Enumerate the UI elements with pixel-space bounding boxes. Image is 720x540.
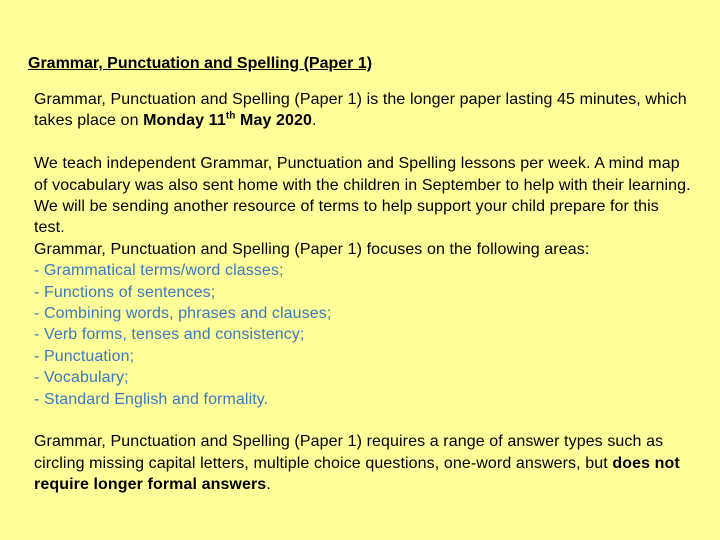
list-item: - Grammatical terms/word classes; (34, 262, 284, 280)
answer-types-text: Grammar, Punctuation and Spelling (Paper 1) requires a range of answer types such as circling missing capital letters, multiple choice questions, one-word answers, but (34, 433, 664, 472)
answer-types-paragraph (34, 431, 694, 495)
test-date-suffix: th (225, 111, 236, 123)
teaching-paragraph: We teach independent Grammar, Punctuation and Spelling lessons per week. A mind map of vocabulary was also sent home with the children in September to help with their learning. We will be sending another resource of terms to help support your child prepare for this test. (34, 155, 691, 237)
paragraph-gap (34, 132, 694, 153)
page-title: Grammar, Punctuation and Spelling (Paper 1) (28, 55, 373, 72)
intro-end: . (312, 112, 317, 130)
focus-paragraph: Grammar, Punctuation and Spelling (Paper 1) focuses on the following areas: (34, 240, 590, 258)
emphasis-text: does not require longer formal answers (34, 454, 680, 494)
list-item: - Verb forms, tenses and consistency; (34, 326, 305, 344)
answer-types-end: . (266, 476, 271, 494)
list-item: - Functions of sentences; (34, 283, 216, 301)
list-item: - Combining words, phrases and clauses; (34, 305, 332, 323)
body-text (34, 89, 694, 496)
test-date-month-year: May 2020 (235, 112, 312, 130)
areas-list (34, 260, 694, 410)
list-item: - Vocabulary; (34, 369, 129, 387)
intro-text: Grammar, Punctuation and Spelling (Paper 1) is the longer paper lasting 45 minutes, which takes place on (34, 91, 687, 130)
intro-paragraph (34, 89, 694, 132)
test-date (143, 112, 312, 129)
paragraph-gap (34, 410, 694, 431)
list-item: - Punctuation; (34, 347, 135, 365)
test-date-day: Monday 11 (143, 112, 226, 130)
list-item: - Standard English and formality. (34, 390, 269, 408)
